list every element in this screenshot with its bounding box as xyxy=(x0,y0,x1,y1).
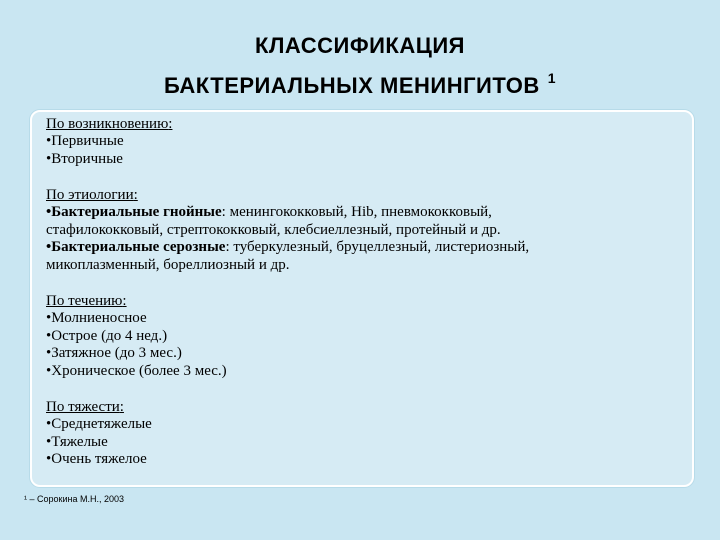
title-line-2 xyxy=(0,62,720,102)
footnote: ¹ – Сорокина М.Н., 2003 xyxy=(24,494,124,504)
list-item: •Вторичные xyxy=(46,150,123,167)
section-heading-text: По этиологии xyxy=(46,187,134,203)
list-item: •Среднетяжелые xyxy=(46,416,152,432)
section-course xyxy=(46,293,678,380)
section-heading xyxy=(46,187,678,204)
heading-colon: : xyxy=(133,187,138,203)
list-item: •Острое (до 4 нед.) xyxy=(46,327,168,344)
item-bold-label: •Бактериальные гнойные xyxy=(46,204,222,220)
list-item: •Затяжное (до 3 мес.) xyxy=(46,345,182,361)
heading-colon: : xyxy=(168,116,173,132)
title-footnote-mark: 1 xyxy=(547,70,557,86)
title-line-2-text: БАКТЕРИАЛЬНЫХ МЕНИНГИТОВ xyxy=(163,73,540,98)
slide-title xyxy=(0,30,720,102)
section-heading xyxy=(46,399,678,416)
heading-colon: : xyxy=(122,293,127,309)
item-text: : туберкулезный, бруцеллезный, листериозный, xyxy=(225,239,530,255)
list-item xyxy=(46,204,678,222)
section-etiology xyxy=(46,187,678,274)
list-item: •Первичные xyxy=(46,133,124,149)
list-item: •Молниеносное xyxy=(46,310,147,326)
section-heading-text: По тяжести xyxy=(46,399,120,415)
item-bold-label: •Бактериальные серозные xyxy=(46,239,226,255)
list-item: •Тяжелые xyxy=(46,433,108,450)
section-severity xyxy=(46,399,678,469)
section-origin xyxy=(46,116,678,168)
section-heading xyxy=(46,293,678,310)
title-line-1: КЛАССИФИКАЦИЯ xyxy=(255,33,465,58)
list-item-continuation: микоплазменный, бореллиозный и др. xyxy=(46,256,290,273)
section-heading-text: По течению xyxy=(46,293,123,309)
list-item-continuation: стафилококковый, стрептококковый, клебсиеллезный, протейный и др. xyxy=(46,221,501,238)
section-heading xyxy=(46,116,678,133)
list-item: •Очень тяжелое xyxy=(46,451,147,467)
heading-colon: : xyxy=(119,399,124,415)
list-item xyxy=(46,239,678,257)
section-heading-text: По возникновению xyxy=(46,116,169,132)
item-text: : менингококковый, Hib, пневмококковый, xyxy=(221,204,492,220)
classification-panel xyxy=(30,110,694,487)
list-item: •Хроническое (более 3 мес.) xyxy=(46,362,227,379)
